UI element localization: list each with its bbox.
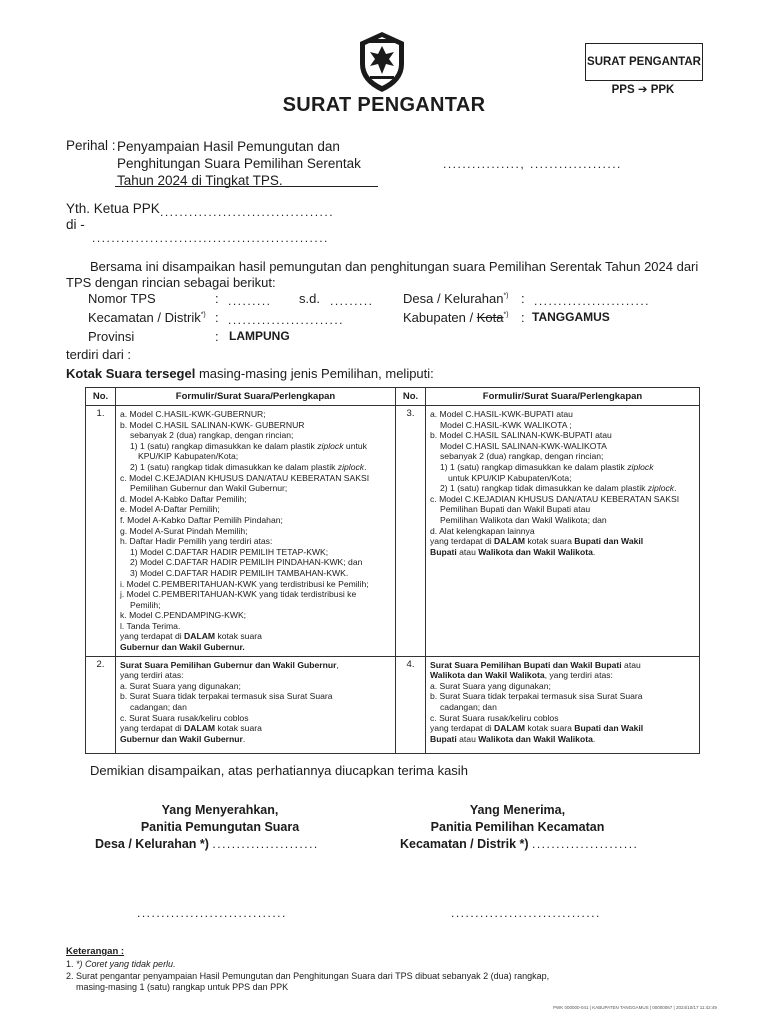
keterangan-title: Keterangan : [66, 946, 125, 957]
text: 2) 1 (satu) rangkap tidak dimasukkan ke dalam plastik [440, 483, 648, 494]
text: untuk [343, 440, 367, 451]
ziplock-text: ziplock [647, 483, 675, 494]
arrow-icon: ➔ [637, 84, 648, 96]
list-item: sebanyak 2 (dua) rangkap, dengan rincian; [130, 430, 294, 441]
list-item: a. Model C.HASIL-KWK-GUBERNUR; [120, 409, 266, 419]
desa-field[interactable]: ........................ [534, 294, 651, 308]
row-number: 1. [86, 406, 116, 657]
list-item [430, 547, 695, 558]
list-item: Model C.HASIL-KWK WALIKOTA ; [440, 419, 572, 430]
ziplock-text: ziplock [317, 440, 344, 451]
text: . [242, 733, 246, 744]
perihal-label: Perihal : [66, 138, 116, 153]
kota-struck: Kota [476, 310, 504, 325]
list-item [430, 483, 695, 494]
text: , [336, 659, 339, 670]
list-item: a. Model C.HASIL-KWK-BUPATI atau [430, 409, 573, 419]
table-row [86, 656, 700, 753]
perihal-line-2: Penghitungan Suara Pemilihan Serentak [117, 156, 361, 171]
bold-text: Gubernur dan Wakil Gubernur [120, 733, 243, 744]
left-signature-field[interactable]: ............................... [137, 906, 287, 920]
kotak-heading-bold: Kotak Suara tersegel [66, 366, 196, 381]
text: , yang terdiri atas: [544, 670, 613, 681]
bold-text: Surat Suara Pemilihan Bupati dan Wakil Bupati [430, 659, 622, 670]
document-title: SURAT PENGANTAR [282, 94, 486, 116]
sign-right-l3-text: Kecamatan / Distrik *) [400, 837, 529, 851]
list-item: i. Model C.PEMBERITAHUAN-KWK yang terdistribusi ke Pemilih; [120, 578, 369, 589]
list-item: 1) Model C.DAFTAR HADIR PEMILIH TETAP-KWK; [130, 546, 329, 557]
dalam-text: DALAM [184, 631, 216, 642]
colon: : [215, 329, 219, 344]
dalam-text: DALAM [494, 536, 526, 547]
list-item: b. Model C.HASIL SALINAN-KWK-BUPATI atau [430, 430, 612, 441]
list-item [120, 734, 391, 745]
kotak-heading [66, 366, 434, 381]
text: . [592, 546, 596, 557]
yth-label: Yth. Ketua PPK [66, 201, 160, 216]
list-item: c. Model C.KEJADIAN KHUSUS DAN/ATAU KEBERATAN SAKSI [120, 472, 370, 483]
desa-text: Desa / Kelurahan [403, 291, 504, 306]
list-item: c. Model C.KEJADIAN KHUSUS DAN/ATAU KEBERATAN SAKSI [430, 493, 680, 504]
sign-left-l2: Panitia Pemungutan Suara [140, 820, 300, 834]
note-2: 2. Surat pengantar penyampaian Hasil Pemungutan dan Penghitungan Suara dari TPS dibuat sebanyak 2 (dua) rangkap, [66, 970, 550, 981]
list-item [120, 723, 391, 734]
text: kotak suara [525, 723, 575, 734]
sign-left-l3-text: Desa / Kelurahan *) [95, 837, 209, 851]
sign-right-l2: Panitia Pemilihan Kecamatan [430, 820, 605, 834]
colon: : [215, 291, 219, 306]
table-row [86, 406, 700, 657]
text: 1) 1 (satu) rangkap dimasukkan ke dalam plastik [440, 461, 628, 472]
header-formulir-1: Formulir/Surat Suara/Perlengkapan [116, 388, 396, 406]
list-item: h. Daftar Hadir Pemilih yang terdiri atas: [120, 536, 273, 547]
kabupaten-label [403, 310, 509, 325]
bold-text: Walikota dan Wakil Walikota [478, 546, 593, 557]
perihal-underline [115, 186, 378, 187]
ketua-ppk-field[interactable]: .................................... [160, 205, 335, 219]
list-item: f. Model A-Kabko Daftar Pemilih Pindahan; [120, 514, 283, 525]
note-1-text: *) Coret yang tidak perlu. [76, 959, 176, 969]
place-date-field[interactable]: ................, ................... [443, 157, 622, 171]
list-item: KPU/KIP Kabupaten/Kota; [138, 451, 239, 462]
sign-right-l1: Yang Menerima, [469, 803, 566, 817]
text: kotak suara [215, 631, 262, 642]
text: kotak suara [525, 536, 575, 547]
ziplock-text: ziplock [627, 461, 654, 472]
kecamatan-star: *) [200, 311, 206, 319]
note-1-number: 1. [66, 959, 77, 969]
text: yang terdapat di [120, 631, 185, 642]
list-item: j. Model C.PEMBERITAHUAN-KWK yang tidak terdistribusi ke [120, 589, 357, 600]
bold-text: Bupati dan Wakil [574, 536, 644, 547]
kecamatan-label [88, 310, 206, 325]
list-item: Pemilihan Walikota dan Wakil Walikota; dan [440, 514, 607, 525]
text: atau [456, 733, 479, 744]
text: . [364, 461, 367, 472]
list-item: l. Tanda Terima. [120, 620, 181, 631]
desa-label [403, 291, 509, 306]
text: . [674, 483, 677, 494]
cell-bupati-forms [426, 406, 700, 657]
terdiri-label: terdiri dari : [66, 347, 132, 362]
ziplock-text: ziplock [337, 461, 365, 472]
signature-right [400, 802, 690, 853]
nomor-tps-to-field[interactable]: ......... [330, 294, 374, 308]
list-item: 3) Model C.DAFTAR HADIR PEMILIH TAMBAHAN-KWK. [130, 567, 349, 578]
dalam-text: DALAM [494, 723, 526, 734]
row-number: 2. [86, 656, 116, 753]
kabupaten-value: TANGGAMUS [532, 310, 610, 324]
kotak-heading-rest: masing-masing jenis Pemilihan, meliputi: [195, 366, 434, 381]
text: yang terdapat di [430, 536, 495, 547]
kecamatan-sign-field[interactable]: ...................... [532, 837, 639, 851]
list-item: Pemilihan Gubernur dan Wakil Gubernur; [130, 483, 288, 494]
list-item: Model C.HASIL SALINAN-KWK-WALIKOTA [440, 440, 607, 451]
list-item: cadangan; dan [130, 702, 187, 713]
list-item: a. Surat Suara yang digunakan; [430, 680, 551, 691]
list-item: untuk KPU/KIP Kabupaten/Kota; [448, 472, 572, 483]
bold-text: Walikota dan Wakil Walikota [430, 670, 545, 681]
nomor-tps-from-field[interactable]: ......... [228, 294, 272, 308]
text: atau [621, 659, 641, 670]
dalam-text: DALAM [184, 723, 216, 734]
kabupaten-star: *) [503, 311, 509, 319]
di-label: di - [66, 217, 85, 232]
list-item: d. Model A-Kabko Daftar Pemilih; [120, 493, 247, 504]
list-item [120, 660, 391, 671]
list-item: d. Alat kelengkapan lainnya [430, 525, 535, 536]
list-item: cadangan; dan [440, 702, 497, 713]
kecamatan-text: Kecamatan / Distrik [88, 310, 201, 325]
row-number: 3. [396, 406, 426, 657]
list-item [430, 660, 695, 671]
right-signature-field[interactable]: ............................... [451, 906, 601, 920]
signature-left [95, 802, 375, 853]
provinsi-label: Provinsi [88, 329, 135, 344]
sign-left-l1: Yang Menyerahkan, [161, 803, 279, 817]
text: yang terdapat di [430, 723, 495, 734]
list-item: g. Model A-Surat Pindah Memilih; [120, 525, 248, 536]
bold-text: Bupati [430, 546, 457, 557]
list-item [120, 441, 391, 452]
cell-gubernur-ballots [116, 656, 396, 753]
perihal-line-1: Penyampaian Hasil Pemungutan dan [117, 139, 340, 154]
list-item: Pemilihan Bupati dan Wakil Bupati atau [440, 504, 591, 515]
list-item [430, 723, 695, 734]
perihal-line-3: Tahun 2024 di Tingkat TPS. [117, 173, 283, 188]
bold-text: Walikota dan Wakil Walikota [478, 733, 593, 744]
intro-line-1: Bersama ini disampaikan hasil pemungutan dan penghitungan suara Pemilihan Serentak Tahun 2024 dari [90, 259, 699, 274]
intro-line-2: TPS dengan rincian sebagai berikut: [66, 275, 276, 290]
list-item [430, 536, 695, 547]
intro-paragraph [66, 259, 698, 291]
text: 2) 1 (satu) rangkap tidak dimasukkan ke dalam plastik [130, 461, 338, 472]
header-no-2: No. [396, 388, 426, 406]
list-item: Pemilih; [130, 599, 161, 610]
colon: : [215, 310, 219, 325]
list-item [120, 631, 391, 642]
list-item: a. Surat Suara yang digunakan; [120, 680, 241, 691]
address-field[interactable]: ................................................. [92, 231, 329, 245]
text: . [592, 733, 596, 744]
sign-left-l3 [95, 836, 375, 853]
badge-surat-pengantar: SURAT PENGANTAR [585, 43, 703, 81]
row-number: 4. [396, 656, 426, 753]
colon: : [521, 291, 525, 306]
nomor-tps-label: Nomor TPS [88, 291, 156, 306]
contents-table [85, 387, 700, 754]
keterangan-notes [66, 959, 549, 994]
desa-star: *) [503, 292, 509, 300]
route-to: PPK [650, 84, 675, 96]
list-item: b. Surat Suara tidak terpakai termasuk sisa Surat Suara [430, 691, 643, 702]
list-item: c. Surat Suara rusak/keliru coblos [430, 712, 559, 723]
list-item [120, 462, 391, 473]
sign-right-l3 [400, 836, 690, 853]
footer-code: PWK 000000-041 | KABUPATEN TANGGAMUS | 00000067 | 2024/10/17 11:42:49 [553, 1005, 717, 1010]
sd-label: s.d. [299, 291, 320, 306]
bold-text: Surat Suara Pemilihan Gubernur dan Wakil Gubernur [120, 659, 337, 670]
note-3: masing-masing 1 (satu) rangkap untuk PPS dan PPK [76, 982, 289, 992]
kpu-logo [356, 30, 408, 94]
cell-gubernur-forms [116, 406, 396, 657]
desa-sign-field[interactable]: ...................... [212, 837, 319, 851]
list-item [430, 734, 695, 745]
bold-text: Bupati dan Wakil [574, 723, 644, 734]
list-item [430, 462, 695, 473]
perihal-text [117, 138, 361, 189]
cell-bupati-ballots [426, 656, 700, 753]
text: 1) 1 (satu) rangkap dimasukkan ke dalam plastik [130, 440, 318, 451]
list-item: k. Model C.PENDAMPING-KWK; [120, 610, 247, 621]
text: atau [456, 546, 479, 557]
list-item [430, 670, 695, 681]
list-item: sebanyak 2 (dua) rangkap, dengan rincian; [440, 451, 604, 462]
header-formulir-2: Formulir/Surat Suara/Perlengkapan [426, 388, 700, 406]
table-header-row [86, 388, 700, 406]
kabupaten-text: Kabupaten / [403, 310, 477, 325]
text: kotak suara [215, 723, 262, 734]
list-item: yang terdiri atas: [120, 670, 184, 681]
list-item: Gubernur dan Wakil Gubernur. [120, 642, 245, 653]
provinsi-value: LAMPUNG [229, 329, 290, 343]
list-item: e. Model A-Daftar Pemilih; [120, 504, 220, 515]
list-item: 2) Model C.DAFTAR HADIR PEMILIH PINDAHAN-KWK; dan [130, 557, 363, 568]
colon: : [521, 310, 525, 325]
note-1 [66, 959, 549, 971]
closing-text: Demikian disampaikan, atas perhatiannya diucapkan terima kasih [90, 763, 468, 778]
text: yang terdapat di [120, 723, 185, 734]
bold-text: Bupati [430, 733, 457, 744]
header-no-1: No. [86, 388, 116, 406]
route-from: PPS [611, 84, 635, 96]
list-item: b. Surat Suara tidak terpakai termasuk sisa Surat Suara [120, 691, 333, 702]
list-item: b. Model C.HASIL SALINAN-KWK- GUBERNUR [120, 419, 305, 430]
list-item: c. Surat Suara rusak/keliru coblos [120, 712, 249, 723]
kecamatan-field[interactable]: ........................ [228, 313, 345, 327]
